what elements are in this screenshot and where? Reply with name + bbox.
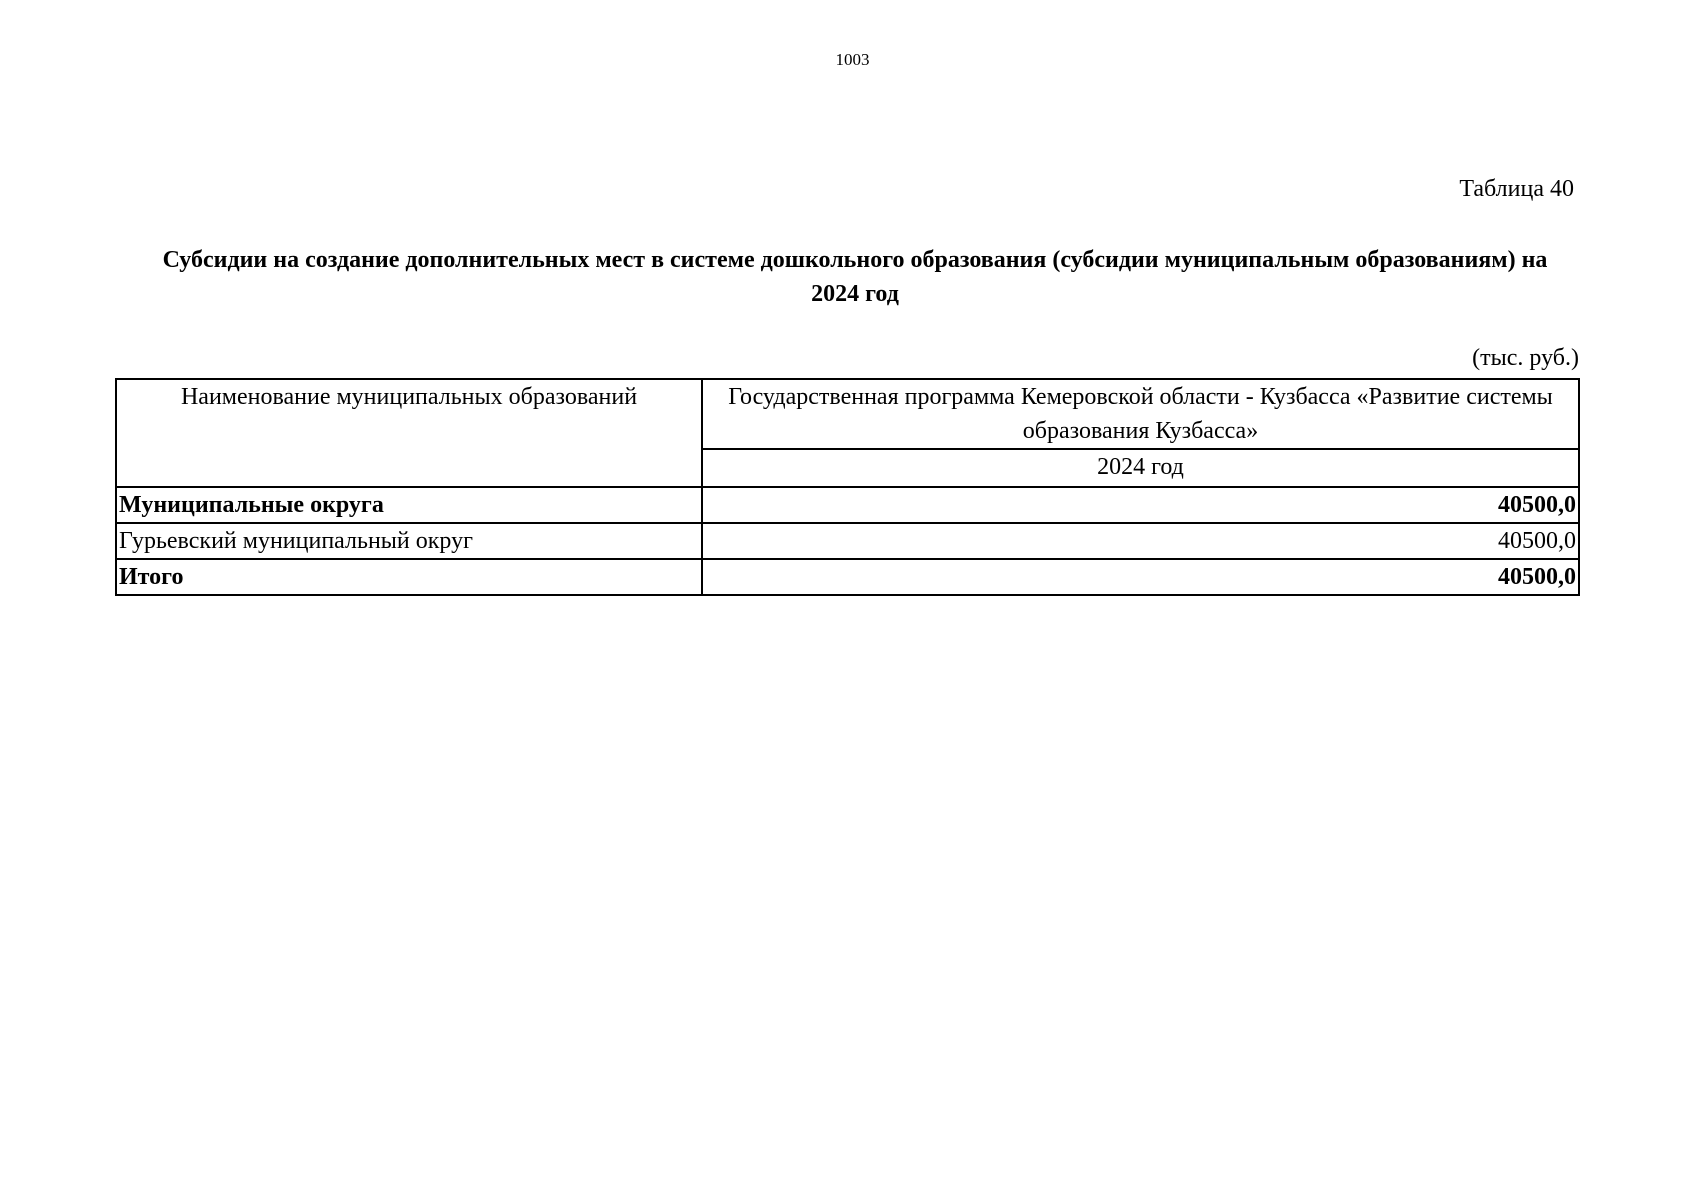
table-row (116, 523, 1579, 559)
row-value: 40500,0 (702, 523, 1579, 559)
header-program: Государственная программа Кемеровской области - Кузбасса «Развитие системы образования Кузбасса» (702, 379, 1579, 449)
row-name: Муниципальные округа (116, 487, 702, 523)
table-number: Таблица 40 (1459, 176, 1574, 202)
row-name: Итого (116, 559, 702, 595)
document-title: Субсидии на создание дополнительных мест в системе дошкольного образования (субсидии муниципальным образованиям) на 2024 год (162, 247, 1548, 307)
header-municipality: Наименование муниципальных образований (116, 379, 702, 487)
row-value: 40500,0 (702, 559, 1579, 595)
table-header-row (116, 379, 1579, 449)
page-number: 1003 (835, 50, 870, 69)
table-row (116, 487, 1579, 523)
row-value: 40500,0 (702, 487, 1579, 523)
row-name: Гурьевский муниципальный округ (116, 523, 702, 559)
unit-label: (тыс. руб.) (1472, 345, 1579, 371)
subsidy-table (115, 378, 1580, 596)
header-year: 2024 год (702, 449, 1579, 487)
table-row-total (116, 559, 1579, 595)
